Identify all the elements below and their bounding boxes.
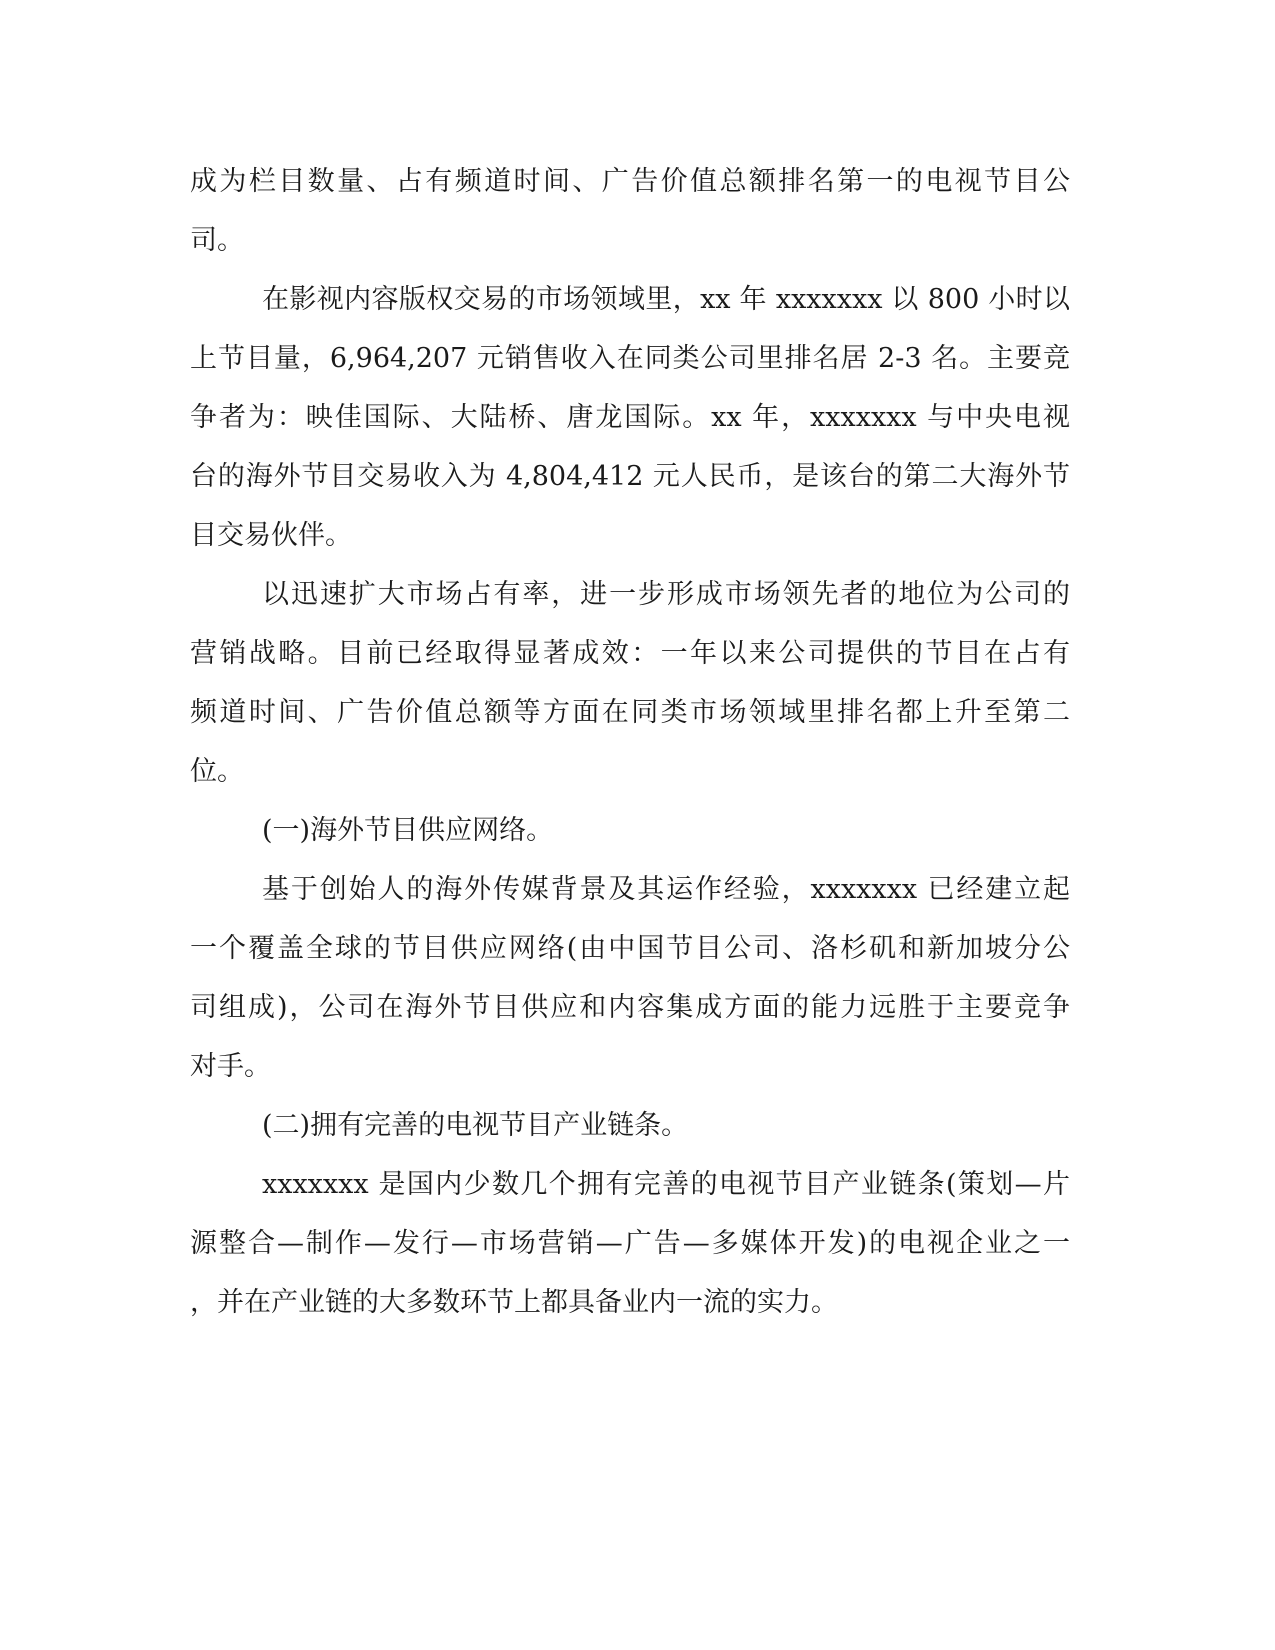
body-text-line: 在影视内容版权交易的市场领域里，xx 年 xxxxxxx 以 800 小时以 xyxy=(262,284,1070,315)
body-text-line: 目交易伙伴。 xyxy=(190,520,352,551)
body-text-line: 营销战略。目前已经取得显著成效：一年以来公司提供的节目在占有 xyxy=(190,638,1070,669)
body-text-line: 位。 xyxy=(190,756,244,787)
body-text-line: 基于创始人的海外传媒背景及其运作经验，xxxxxxx 已经建立起 xyxy=(262,874,1070,905)
body-text-line: 源整合—制作—发行—市场营销—广告—多媒体开发)的电视企业之一 xyxy=(190,1228,1070,1259)
body-text-line: 台的海外节目交易收入为 4,804,412 元人民币，是该台的第二大海外节 xyxy=(190,461,1070,492)
body-text-line: 争者为：映佳国际、大陆桥、唐龙国际。xx 年，xxxxxxx 与中央电视 xyxy=(190,402,1070,433)
body-text-line: 司组成)，公司在海外节目供应和内容集成方面的能力远胜于主要竞争 xyxy=(190,992,1070,1023)
body-text-line: 一个覆盖全球的节目供应网络(由中国节目公司、洛杉矶和新加坡分公 xyxy=(190,933,1070,964)
body-text-line: 成为栏目数量、占有频道时间、广告价值总额排名第一的电视节目公 xyxy=(190,166,1070,197)
body-text-line: 以迅速扩大市场占有率，进一步形成市场领先者的地位为公司的 xyxy=(262,579,1070,610)
section-heading: (二)拥有完善的电视节目产业链条。 xyxy=(262,1110,689,1141)
body-text-line: 司。 xyxy=(190,225,244,256)
body-text-line: 上节目量，6,964,207 元销售收入在同类公司里排名居 2-3 名。主要竞 xyxy=(190,343,1070,374)
body-text-line: xxxxxxx 是国内少数几个拥有完善的电视节目产业链条(策划—片 xyxy=(262,1169,1070,1200)
body-text-line: 对手。 xyxy=(190,1051,271,1082)
section-heading: (一)海外节目供应网络。 xyxy=(262,815,554,846)
body-text-line: ，并在产业链的大多数环节上都具备业内一流的实力。 xyxy=(190,1287,838,1318)
body-text-line: 频道时间、广告价值总额等方面在同类市场领域里排名都上升至第二 xyxy=(190,697,1070,728)
